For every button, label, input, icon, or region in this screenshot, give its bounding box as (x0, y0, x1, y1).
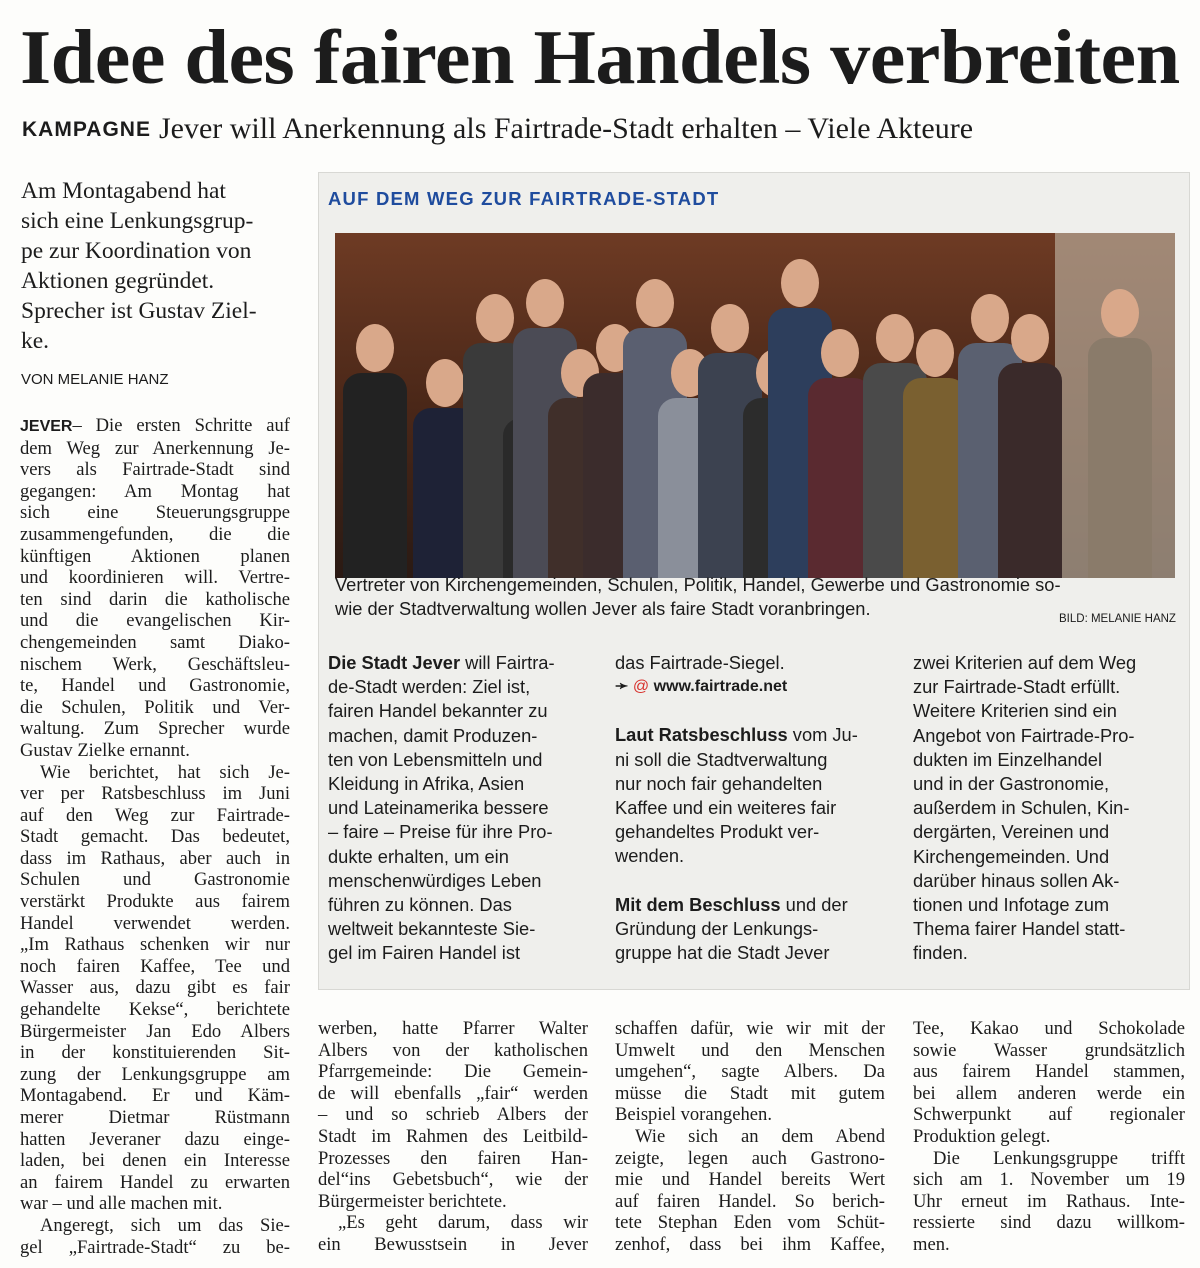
article-line: Handel verwendet werden. (20, 912, 290, 934)
lead-line: Sprecher ist Gustav Ziel- (21, 298, 257, 324)
article-line: „Es geht darum, dass wir (338, 1212, 588, 1234)
article-line: te, Handel und Gastronomie, (20, 675, 290, 697)
lead-paragraph (21, 176, 291, 356)
lead-line: Aktionen gegründet. (21, 268, 215, 294)
article-line: Tee, Kakao und Schokolade (913, 1018, 1185, 1039)
person-body (998, 363, 1062, 578)
infobox-line: gel im Fairen Handel ist (328, 942, 521, 964)
article-line: gegangen: Am Montag hat (20, 480, 290, 502)
article-line: umgehen“, sagte Albers. Da (615, 1061, 885, 1083)
article-line: ten sind darin die katholische (20, 588, 290, 610)
person-head (916, 329, 954, 377)
article-line: Umwelt und den Menschen (615, 1039, 885, 1061)
article-line: dem Weg zur Anerkennung Je- (20, 437, 290, 459)
lead-line: Am Montagabend hat (21, 178, 226, 204)
photo-caption (335, 573, 1175, 621)
subheadline-text: Jever will Anerkennung als Fairtrade-Stadt erhalten – Viele Akteure (158, 112, 974, 145)
person-body (343, 373, 407, 578)
infobox-line: tionen und Infotage zum (913, 894, 1110, 916)
infobox-line: zur Fairtrade-Stadt erfüllt. (913, 676, 1121, 698)
article-line (20, 415, 290, 438)
article-line: Angeregt, sich um das Sie- (40, 1214, 290, 1236)
infobox-line: – faire – Preise für ihre Pro- (328, 821, 553, 843)
paragraph-gap (615, 869, 890, 893)
person-body (903, 378, 967, 578)
infobox-column (913, 651, 1188, 966)
infobox-line: Weitere Kriterien sind ein (913, 700, 1117, 722)
person-head (526, 279, 564, 327)
person-body (808, 378, 872, 578)
person-head (971, 294, 1009, 342)
article-line: Bürgermeister berichtete. (318, 1190, 507, 1212)
article-line: noch fairen Kaffee, Tee und (20, 955, 290, 977)
article-column (318, 1018, 588, 1256)
infobox-line: darüber hinaus sollen Ak- (913, 869, 1120, 891)
person-head (781, 259, 819, 307)
infobox-line: zwei Kriterien auf dem Weg (913, 652, 1137, 673)
article-line: aus fairem Handel stammen, (913, 1061, 1185, 1083)
article-line: müsse die Stadt mit gutem (615, 1082, 885, 1104)
infobox-lead: Mit dem Beschluss (615, 893, 781, 915)
article-line: sowie Wasser grundsätzlich (913, 1039, 1185, 1061)
infobox-line: Kleidung in Afrika, Asien (328, 773, 525, 795)
infobox-text: will Fairtra- (460, 652, 555, 673)
article-line: ein Bewusstsein in Jever (318, 1233, 588, 1255)
article-line: künftigen Aktionen planen (20, 545, 290, 567)
person-head (476, 294, 514, 342)
article-line: dass im Rathaus, aber auch in (20, 847, 290, 869)
article-line: die Schulen, Politik und Ver- (20, 696, 290, 718)
article-line: werben, hatte Pfarrer Walter (318, 1018, 588, 1039)
caption-line: Vertreter von Kirchengemeinden, Schulen, Politik, Handel, Gewerbe und Gastronomie so- (335, 574, 1061, 595)
article-line: hatten Jeveraner dazu einge- (20, 1128, 290, 1150)
article-text: – Die ersten Schritte auf (72, 415, 290, 436)
article-line: del“ins Gebetsbuch“, wie der (318, 1169, 588, 1191)
article-line: bei allem anderen werde ein (913, 1082, 1185, 1104)
group-photo (335, 233, 1175, 578)
article-line: merer Dietmar Rüstmann (20, 1107, 290, 1128)
infobox-line: führen zu können. Das (328, 894, 512, 916)
infobox-line (615, 723, 890, 747)
article-line: Albers von der katholischen (318, 1039, 588, 1061)
article-line: in der konstituierenden Sit- (20, 1042, 290, 1064)
person-head (821, 329, 859, 377)
person-head (876, 314, 914, 362)
infobox-line: außerdem in Schulen, Kin- (913, 797, 1130, 819)
article-column (913, 1018, 1185, 1256)
lead-line: pe zur Koordination von (21, 238, 252, 264)
article-line: tete Stephan Eden vom Schüt- (615, 1212, 885, 1234)
infobox-line: de-Stadt werden: Ziel ist, (328, 676, 531, 698)
infobox-line: fairen Handel bekannter zu (328, 700, 548, 722)
article-line: Uhr erneut im Rathaus. Inte- (913, 1190, 1185, 1212)
article-line: zenhof, dass bei ihm Kaffee, (615, 1233, 885, 1255)
at-icon: @ (632, 678, 650, 696)
article-line: Montagabend. Er und Käm- (20, 1085, 290, 1107)
kicker: KAMPAGNE (22, 118, 151, 141)
article-line: und die evangelischen Kir- (20, 610, 290, 632)
infobox-line: dergärten, Vereinen und (913, 821, 1110, 843)
article-line: Schwerpunkt auf regionaler (913, 1104, 1185, 1126)
infobox-line: und Lateinamerika bessere (328, 797, 549, 819)
infobox-line: das Fairtrade-Siegel. (615, 652, 785, 673)
person-head (426, 359, 464, 407)
article-line: Wie sich an dem Abend (635, 1125, 885, 1147)
subheadline (22, 112, 973, 146)
article-line: chengemeinden samt Diako- (20, 631, 290, 653)
article-line: ver per Ratsbeschluss im Juni (20, 783, 290, 805)
lead-line: sich eine Lenkungsgrup- (21, 208, 254, 234)
arrow-icon: ➛ (615, 678, 629, 696)
article-line: sich eine Steuerungsgruppe (20, 502, 290, 524)
caption-line: wie der Stadtverwaltung wollen Jever als faire Stadt voranbringen. (335, 598, 871, 619)
photo-credit: BILD: MELANIE HANZ (1059, 613, 1176, 625)
person-head (356, 324, 394, 372)
infobox-line: ni soll die Stadtverwaltung (615, 748, 828, 770)
article-line: und koordinieren will. Vertre- (20, 567, 290, 589)
person-head (636, 279, 674, 327)
article-line: zung der Lenkungsgruppe am (20, 1063, 290, 1085)
article-line: men. (913, 1233, 950, 1255)
article-line: zeigte, legen auch Gastrono- (615, 1147, 885, 1169)
article-line: war – und alle machen mit. (20, 1193, 223, 1215)
article-column (20, 415, 290, 1258)
person-head (1101, 289, 1139, 337)
article-line: gehandelte Kekse“, berichtete (20, 999, 290, 1021)
article-line: an fairem Handel zu erwarten (20, 1171, 290, 1193)
article-line: „Im Rathaus schenken wir nur (20, 934, 290, 956)
article-line: Beispiel vorangehen. (615, 1104, 772, 1126)
article-line: laden, bei denen ein Interesse (20, 1150, 290, 1172)
infobox-lead: Laut Ratsbeschluss (615, 724, 788, 746)
infobox-line: nur noch fair gehandelten (615, 772, 823, 794)
article-line: verstärkt Produkte aus fairem (20, 891, 290, 913)
article-line: auf fairen Handel. So berich- (615, 1190, 885, 1212)
infobox-line: Angebot von Fairtrade-Pro- (913, 724, 1135, 746)
article-line: Wasser aus, dazu gibt es fair (20, 977, 290, 999)
infobox-line: wenden. (615, 845, 685, 867)
infobox-line: weltweit bekannteste Sie- (328, 918, 536, 940)
infobox-title: AUF DEM WEG ZUR FAIRTRADE-STADT (328, 188, 720, 209)
person-head (711, 304, 749, 352)
article-line: Bürgermeister Jan Edo Albers (20, 1020, 290, 1042)
infobox-column (615, 651, 890, 965)
infobox-line (615, 893, 890, 917)
infobox-line: gruppe hat die Stadt Jever (615, 942, 830, 964)
article-line: Pfarrgemeinde: Die Gemein- (318, 1061, 588, 1083)
article-line: Produktion gelegt. (913, 1125, 1051, 1147)
headline: Idee des fairen Handels verbreiten (20, 14, 1180, 100)
article-line: Prozesses den fairen Han- (318, 1147, 588, 1169)
infobox-line: Gründung der Lenkungs- (615, 917, 819, 939)
article-line: ressierte sind dazu willkom- (913, 1212, 1185, 1234)
infobox-lead: Die Stadt Jever (328, 652, 461, 673)
infobox-line: und in der Gastronomie, (913, 773, 1110, 795)
infobox-column (328, 651, 603, 966)
article-line: mie und Handel bereits Wert (615, 1169, 885, 1191)
infobox-line: Kirchengemeinden. Und (913, 845, 1110, 867)
byline: VON MELANIE HANZ (21, 371, 169, 388)
article-line: Gustav Zielke ernannt. (20, 739, 190, 761)
article-line: de will ebenfalls „fair“ werden (318, 1082, 588, 1104)
infobox-line: dukte erhalten, um ein (328, 845, 509, 867)
lead-line: ke. (21, 328, 50, 354)
infobox-line: Kaffee und ein weiteres fair (615, 797, 837, 819)
infobox-line: dukten im Einzelhandel (913, 748, 1103, 770)
article-line: Schulen und Gastronomie (20, 869, 290, 891)
infobox-text: vom Ju- (787, 724, 858, 746)
infobox-line: gehandeltes Produkt ver- (615, 821, 820, 843)
article-line: zusammengefunden, die die (20, 523, 290, 545)
article-line: Wie berichtet, hat sich Je- (40, 761, 290, 783)
article-line: waltung. Zum Sprecher wurde (20, 718, 290, 740)
person-body (1088, 338, 1152, 578)
article-line: auf den Weg zur Fairtrade- (20, 804, 290, 826)
infobox-line (328, 651, 603, 675)
article-line: schaffen dafür, wie wir mit der (615, 1018, 885, 1039)
person-head (1011, 314, 1049, 362)
infobox-line: Thema fairer Handel statt- (913, 918, 1126, 940)
article-line: gel „Fairtrade-Stadt“ zu be- (20, 1236, 290, 1258)
article-line: Stadt gemacht. Das bedeutet, (20, 826, 290, 848)
infobox-text: und der (780, 893, 848, 915)
article-column (615, 1018, 885, 1256)
infobox-line: ten von Lebensmitteln und (328, 748, 543, 770)
infobox-line: machen, damit Produzen- (328, 724, 538, 746)
paragraph-gap (615, 699, 890, 723)
article-line: sich am 1. November um 19 (913, 1169, 1185, 1191)
article-line: vers als Fairtrade-Stadt sind (20, 459, 290, 481)
article-line: Die Lenkungsgruppe trifft (933, 1147, 1185, 1169)
dateline: JEVER (20, 418, 73, 435)
article-line: nischem Werk, Geschäftsleu- (20, 653, 290, 675)
article-line: Stadt im Rahmen des Leitbild- (318, 1125, 588, 1147)
fairtrade-link[interactable] (615, 675, 890, 699)
infobox-line: menschenwürdiges Leben (328, 869, 542, 891)
link-url: www.fairtrade.net (653, 678, 788, 696)
article-line: – und so schrieb Albers der (318, 1104, 588, 1126)
infobox-line: finden. (913, 942, 968, 964)
